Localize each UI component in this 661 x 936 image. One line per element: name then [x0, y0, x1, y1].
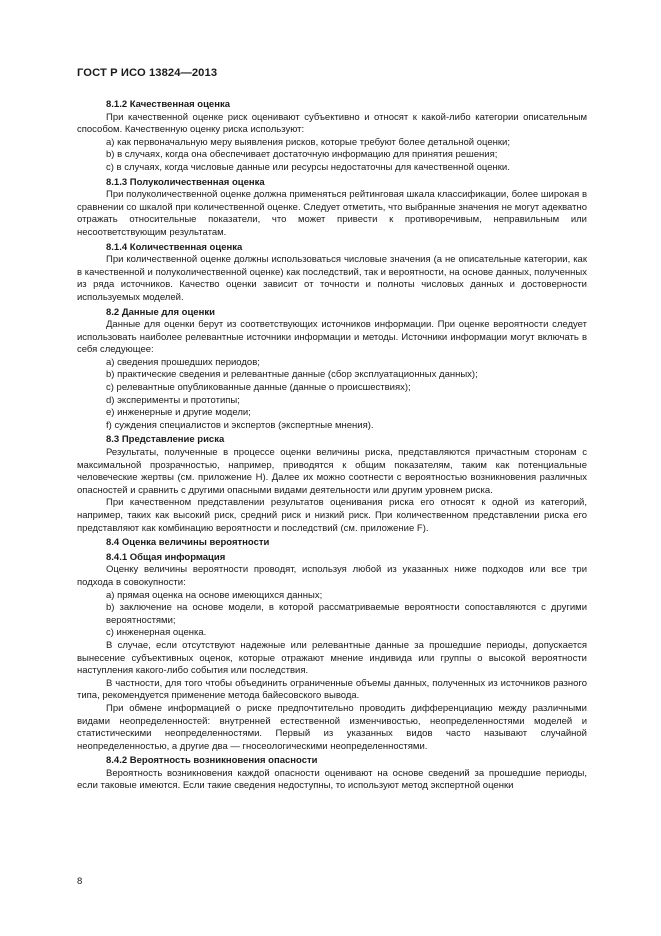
- section-heading: 8.3 Представление риска: [106, 434, 225, 446]
- paragraph: При качественной оценке риск оценивают субъективно и относят к какой-либо категории описательным способом. Качественную оценку риска используют:: [77, 111, 587, 136]
- paragraph: Вероятность возникновения каждой опасности оценивают на основе сведений за прошедшие периоды, если таковые имеются. Если такие сведения недоступны, то используют метод экспертной оценки: [77, 767, 587, 792]
- list-item: c) в случаях, когда числовые данные или ресурсы недостаточны для качественной оценки.: [106, 161, 510, 173]
- page-number: 8: [77, 876, 83, 887]
- paragraph: Результаты, полученные в процессе оценки величины риска, представляются причастным сторонам с максимальной прозрачностью, например, приводятся к общим показателям, таким как потенциальные человеческие жертвы (см. приложение H). Далее их можно соотнести с вероятностью возникновения различных опасностей и сравнить с другими опасными видами деятельности или другим уровнем риска.: [77, 447, 587, 496]
- list-item: c) релевантные опубликованные данные (данные о происшествиях);: [106, 382, 411, 394]
- list-item: c) инженерная оценка.: [106, 627, 207, 639]
- section-heading: 8.4.1 Общая информация: [106, 551, 226, 563]
- paragraph: При обмене информацией о риске предпочтительно проводить дифференциацию между различными видами неопределенностей: внутренней естественной изменчивостью, неопределенностями моделей и статистическими неопределенностями. Первый из указанных видов часто называют случайной неопределенностью, а другие два — гносеологическими неопределенностями.: [77, 702, 587, 752]
- list-item: b) заключение на основе модели, в которой рассматриваемые вероятности сопоставляются с другими вероятностями;: [106, 602, 587, 626]
- list-item: d) эксперименты и прототипы;: [106, 394, 240, 406]
- section-heading: 8.1.4 Количественная оценка: [106, 241, 243, 253]
- paragraph: В случае, если отсутствуют надежные или релевантные данные за прошедшие периоды, допускается вынесение субъективных оценок, которые отражают мнение индивида или группы о высокой вероятности наступления какого-либо события или последствия.: [77, 639, 587, 677]
- paragraph: При количественной оценке должны использоваться числовые значения (а не описательные категории, как в качественной и полуколичественной оценке) как последствий, так и вероятности, на основе данных, полученных из ряда источников. Качество оценки зависит от точности и полноты числовых данных и достоверности используемых моделей.: [77, 254, 587, 303]
- list-item: b) практические сведения и релевантные данные (сбор эксплуатационных данных);: [106, 369, 478, 381]
- paragraph: В частности, для того чтобы объединить ограниченные объемы данных, полученных из источников разного типа, рекомендуется применение метода байесовского вывода.: [77, 677, 587, 702]
- section-heading: 8.2 Данные для оценки: [106, 306, 215, 318]
- list-item: a) прямая оценка на основе имеющихся данных;: [106, 589, 323, 601]
- list-item: a) сведения прошедших периодов;: [106, 356, 260, 368]
- section-heading: 8.1.3 Полуколичественная оценка: [106, 176, 265, 188]
- paragraph: Данные для оценки берут из соответствующих источников информации. При оценке вероятности следует использовать наиболее релевантные источники информации и методы. Источники информации могут включать в себя следующее:: [77, 319, 587, 356]
- paragraph: Оценку величины вероятности проводят, используя любой из указанных ниже подходов или все три подхода в совокупности:: [77, 564, 587, 588]
- list-item: f) суждения специалистов и экспертов (экспертные мнения).: [106, 419, 374, 431]
- paragraph: При полуколичественной оценке должна применяться рейтинговая шкала классификации, более широкая в сравнении со шкалой при количественной оценке. Следует отметить, что выбранные значения не могут адекватно отражать относительные показатели, что может привести к противоречивым, неправильным или несоответствующим результатам.: [77, 189, 587, 238]
- section-heading: 8.4 Оценка величины вероятности: [106, 537, 270, 549]
- list-item: e) инженерные и другие модели;: [106, 407, 251, 419]
- section-heading: 8.4.2 Вероятность возникновения опасности: [106, 755, 318, 767]
- paragraph: При качественном представлении результатов оценивания риска его относят к одной из категорий, например, таких как высокий риск, средний риск и низкий риск. При количественном представлении риска его представляют как комбинацию вероятности и последствий (см. приложение F).: [77, 497, 587, 534]
- list-item: b) в случаях, когда она обеспечивает достаточную информацию для принятия решения;: [106, 149, 498, 161]
- list-item: a) как первоначальную меру выявления рисков, которые требуют более детальной оценки;: [106, 136, 511, 148]
- section-heading: 8.1.2 Качественная оценка: [106, 99, 230, 110]
- document-header: ГОСТ Р ИСО 13824—2013: [77, 67, 218, 79]
- document-body: [77, 97, 587, 793]
